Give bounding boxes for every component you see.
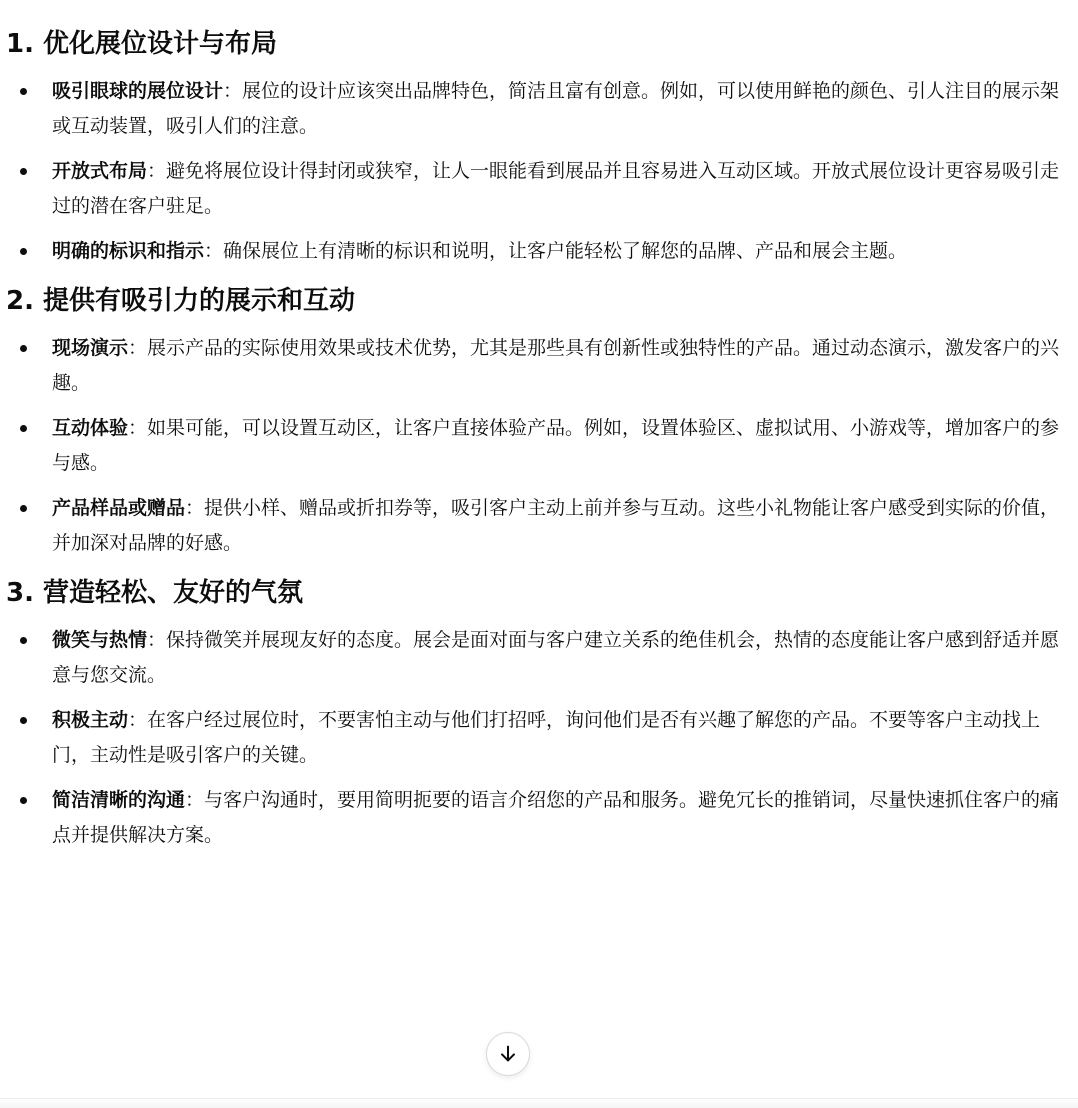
bullet-icon (20, 168, 27, 175)
item-heading: 积极主动 (52, 709, 129, 731)
bullet-icon (20, 248, 27, 255)
section-title: 1. 优化展位设计与布局 (6, 29, 278, 59)
list-item (8, 154, 1066, 224)
item-text: ：确保展位上有清晰的标识和说明，让客户能轻松了解您的品牌、产品和展会主题。 (204, 240, 908, 262)
item-heading: 微笑与热情 (52, 629, 148, 651)
item-text: ：避免将展位设计得封闭或狭窄，让人一眼能看到展品并且容易进入互动区域。开放式展位设计更容易吸引走过的潜在客户驻足。 (52, 160, 1060, 217)
item-text: ：提供小样、赠品或折扣券等，吸引客户主动上前并参与互动。这些小礼物能让客户感受到实际的价值，并加深对品牌的好感。 (52, 497, 1060, 554)
list-item (8, 74, 1066, 144)
list-item (8, 783, 1066, 853)
section-title: 2. 提供有吸引力的展示和互动 (6, 286, 356, 316)
section-2 (8, 279, 1070, 561)
composer-edge (0, 1098, 1078, 1108)
bullet-list (8, 74, 1070, 269)
bullet-icon (20, 88, 27, 95)
bullet-icon (20, 717, 27, 724)
item-text: ：在客户经过展位时，不要害怕主动与他们打招呼，询问他们是否有兴趣了解您的产品。不要等客户主动找上门，主动性是吸引客户的关键。 (52, 709, 1041, 766)
item-text: ：保持微笑并展现友好的态度。展会是面对面与客户建立关系的绝佳机会，热情的态度能让客户感到舒适并愿意与您交流。 (52, 629, 1060, 686)
item-heading: 互动体验 (52, 417, 129, 439)
bullet-list (8, 623, 1070, 853)
item-text: ：如果可能，可以设置互动区，让客户直接体验产品。例如，设置体验区、虚拟试用、小游戏等，增加客户的参与感。 (52, 417, 1060, 474)
list-item (8, 703, 1066, 773)
message-content (8, 22, 1070, 863)
scroll-to-bottom-button[interactable] (486, 1032, 530, 1076)
list-item (8, 491, 1066, 561)
item-heading: 现场演示 (52, 337, 129, 359)
bullet-icon (20, 425, 27, 432)
item-heading: 简洁清晰的沟通 (52, 789, 186, 811)
bullet-icon (20, 505, 27, 512)
item-heading: 明确的标识和指示 (52, 240, 205, 262)
item-heading: 吸引眼球的展位设计 (52, 80, 224, 102)
section-3 (8, 571, 1070, 853)
item-text: ：展示产品的实际使用效果或技术优势，尤其是那些具有创新性或独特性的产品。通过动态演示，激发客户的兴趣。 (52, 337, 1060, 394)
list-item (8, 623, 1066, 693)
bullet-icon (20, 797, 27, 804)
item-heading: 开放式布局 (52, 160, 148, 182)
item-heading: 产品样品或赠品 (52, 497, 186, 519)
item-text: ：与客户沟通时，要用简明扼要的语言介绍您的产品和服务。避免冗长的推销词，尽量快速抓住客户的痛点并提供解决方案。 (52, 789, 1060, 846)
bullet-list (8, 331, 1070, 561)
item-text: ：展位的设计应该突出品牌特色，简洁且富有创意。例如，可以使用鲜艳的颜色、引人注目的展示架或互动装置，吸引人们的注意。 (52, 80, 1060, 137)
list-item (8, 411, 1066, 481)
arrow-down-icon (497, 1043, 519, 1065)
bullet-icon (20, 345, 27, 352)
bullet-icon (20, 637, 27, 644)
section-title: 3. 营造轻松、友好的气氛 (6, 578, 304, 608)
list-item (8, 234, 1066, 269)
list-item (8, 331, 1066, 401)
section-1 (8, 22, 1070, 269)
